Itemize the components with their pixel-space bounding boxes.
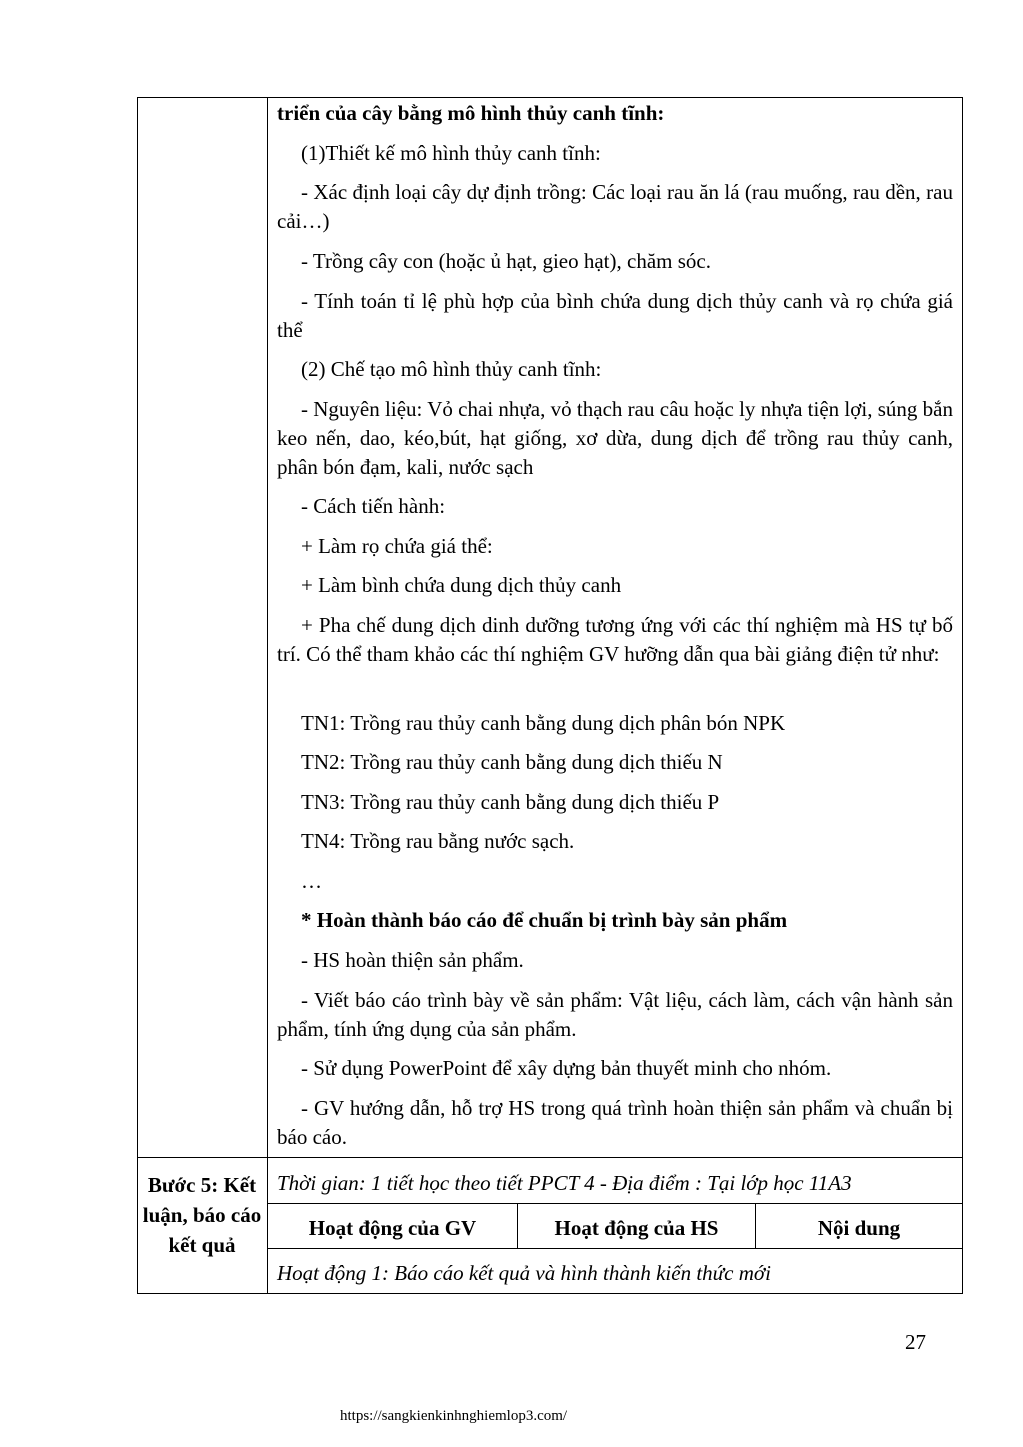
paragraph-make-basket: + Làm rọ chứa giá thể: bbox=[301, 534, 493, 558]
paragraph-materials: - Nguyên liệu: Vỏ chai nhựa, vỏ thạch rau câu hoặc ly nhựa tiện lợi, súng bắn keo nến, dao, kéo,bút, hạt giống, xơ dừa, dung dịch để trồng rau thủy canh, phân bón đạm, kali, nước sạch bbox=[277, 397, 953, 479]
table-border-right bbox=[962, 97, 963, 1294]
header-student-activity: Hoạt động của HS bbox=[554, 1216, 719, 1240]
paragraph-method: - Cách tiến hành: bbox=[301, 494, 446, 518]
paragraph-plant-type: - Xác định loại cây dự định trồng: Các loại rau ăn lá (rau muống, rau dền, rau cải…) bbox=[277, 180, 953, 233]
paragraph-design-title: (1)Thiết kế mô hình thủy canh tĩnh: bbox=[301, 141, 601, 165]
table-divider-header-bottom bbox=[267, 1248, 963, 1249]
table-divider-header-top bbox=[267, 1203, 963, 1204]
page-number: 27 bbox=[905, 1330, 926, 1354]
section-heading-report: * Hoàn thành báo cáo để chuẩn bị trình bày sản phẩm bbox=[301, 908, 788, 932]
paragraph-mix-solution: + Pha chế dung dịch dinh dưỡng tương ứng với các thí nghiệm mà HS tự bố trí. Có thể tham khảo các thí nghiệm GV hưỡng dẫn qua bài giảng điện tử như: bbox=[277, 613, 953, 666]
table-divider-column bbox=[267, 97, 268, 1294]
header-teacher-activity: Hoạt động của GV bbox=[308, 1216, 477, 1240]
ellipsis: … bbox=[301, 869, 322, 893]
experiment-tn1: TN1: Trồng rau thủy canh bằng dung dịch phân bón NPK bbox=[301, 711, 786, 735]
section-heading-continued: triển của cây bằng mô hình thủy canh tĩnh: bbox=[277, 101, 665, 125]
table-border-bottom bbox=[137, 1293, 963, 1294]
table-border-left bbox=[137, 97, 138, 1294]
paragraph-powerpoint: - Sử dụng PowerPoint để xây dựng bản thuyết minh cho nhóm. bbox=[301, 1056, 832, 1080]
experiment-tn2: TN2: Trồng rau thủy canh bằng dung dịch thiếu N bbox=[301, 750, 723, 774]
step5-time-place: Thời gian: 1 tiết học theo tiết PPCT 4 - Địa điểm : Tại lớp học 11A3 bbox=[277, 1171, 852, 1195]
paragraph-grow-seedlings: - Trồng cây con (hoặc ủ hạt, gieo hạt), chăm sóc. bbox=[301, 249, 711, 273]
paragraph-finish-product: - HS hoàn thiện sản phẩm. bbox=[301, 948, 524, 972]
header-content: Nội dung bbox=[817, 1216, 901, 1240]
paragraph-teacher-support: - GV hướng dẫn, hỗ trợ HS trong quá trình hoàn thiện sản phẩm và chuẩn bị báo cáo. bbox=[277, 1096, 953, 1149]
footer-url[interactable]: https://sangkienkinhnghiemlop3.com/ bbox=[340, 1408, 568, 1424]
experiment-tn3: TN3: Trồng rau thủy canh bằng dung dịch thiếu P bbox=[301, 790, 720, 814]
paragraph-ratio: - Tính toán tỉ lệ phù hợp của bình chứa dung dịch thủy canh và rọ chứa giá thể bbox=[277, 289, 953, 342]
table-border-top bbox=[137, 97, 963, 98]
activity1-title: Hoạt động 1: Báo cáo kết quả và hình thành kiến thức mới bbox=[277, 1261, 771, 1285]
step5-label: Bước 5: Kết luận, báo cáo kết quả bbox=[142, 1173, 262, 1257]
paragraph-build-title: (2) Chế tạo mô hình thủy canh tĩnh: bbox=[301, 357, 602, 381]
experiment-tn4: TN4: Trồng rau bằng nước sạch. bbox=[301, 829, 575, 853]
paragraph-make-container: + Làm bình chứa dung dịch thủy canh bbox=[301, 573, 622, 597]
paragraph-write-report: - Viết báo cáo trình bày về sản phẩm: Vật liệu, cách làm, cách vận hành sản phẩm, tính ứng dụng của sản phẩm. bbox=[277, 988, 953, 1041]
table-divider-step5 bbox=[137, 1157, 963, 1158]
